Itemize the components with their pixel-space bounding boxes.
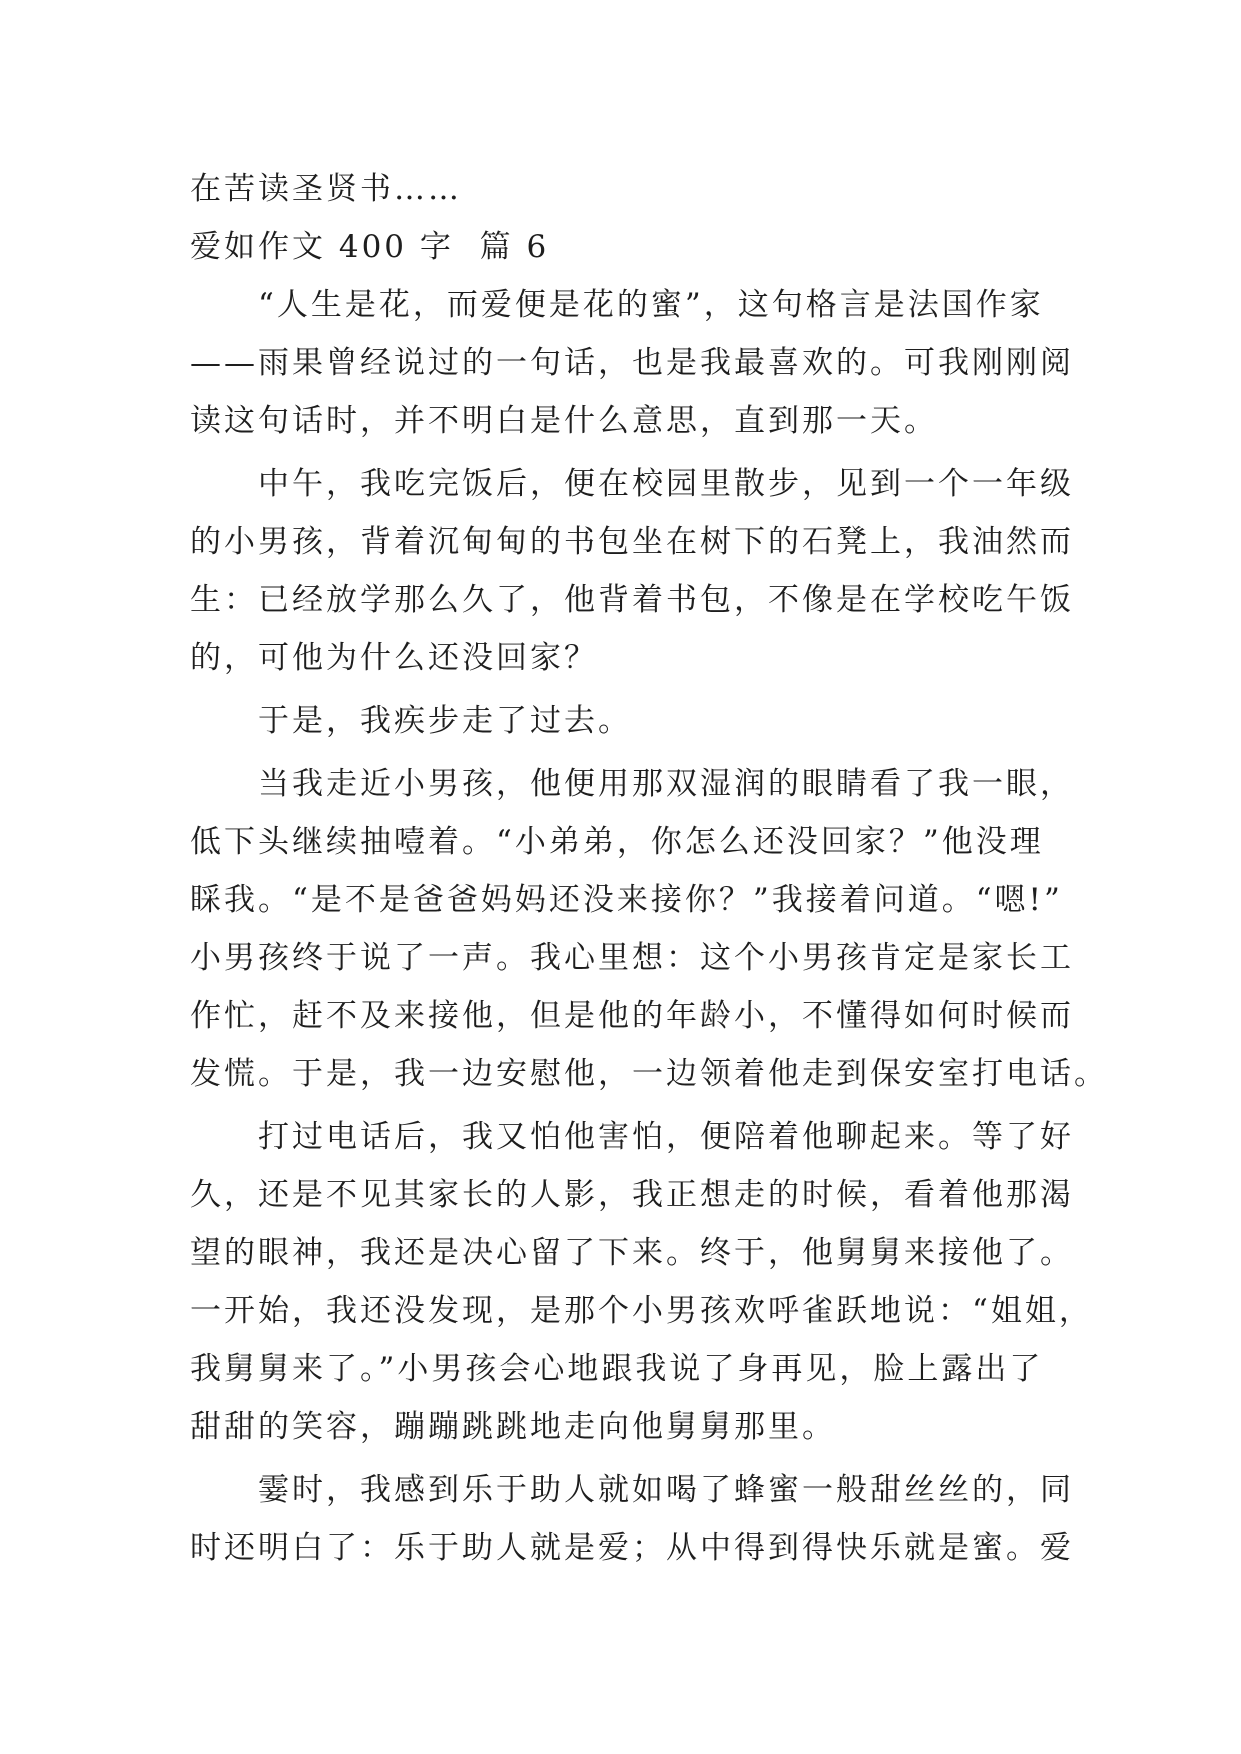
paragraph-line: 读这句话时，并不明白是什么意思，直到那一天。	[190, 403, 938, 439]
paragraph-line: 当我走近小男孩，他便用那双湿润的眼睛看了我一眼，	[258, 766, 1074, 802]
paragraph-line: 打过电话后，我又怕他害怕，便陪着他聊起来。等了好	[258, 1119, 1074, 1155]
paragraph-line: 久，还是不见其家长的人影，我正想走的时候，看着他那渴	[190, 1177, 1074, 1213]
paragraph-line: 的，可他为什么还没回家？	[190, 640, 598, 676]
paragraph-line: 时还明白了：乐于助人就是爱；从中得到得快乐就是蜜。爱	[190, 1530, 1074, 1566]
paragraph-line: 于是，我疾步走了过去。	[258, 703, 632, 739]
paragraph-line: 霎时，我感到乐于助人就如喝了蜂蜜一般甜丝丝的，同	[258, 1472, 1074, 1508]
section-heading: 爱如作文 400 字 篇 6	[190, 229, 550, 265]
paragraph-line: 低下头继续抽噎着。“小弟弟，你怎么还没回家？”他没理	[190, 824, 1044, 860]
paragraph-line: 一开始，我还没发现，是那个小男孩欢呼雀跃地说：“姐姐，	[190, 1293, 1093, 1329]
paragraph-line: 中午，我吃完饭后，便在校园里散步，见到一个一年级	[258, 466, 1074, 502]
paragraph-line: 小男孩终于说了一声。我心里想：这个小男孩肯定是家长工	[190, 940, 1074, 976]
paragraph-line: 生：已经放学那么久了，他背着书包，不像是在学校吃午饭	[190, 582, 1074, 618]
paragraph-line: 望的眼神，我还是决心留了下来。终于，他舅舅来接他了。	[190, 1235, 1074, 1271]
paragraph-line: “人生是花，而爱便是花的蜜”，这句格言是法国作家	[258, 287, 1044, 323]
paragraph-line: 作忙，赶不及来接他，但是他的年龄小，不懂得如何时候而	[190, 998, 1074, 1034]
document-body	[190, 160, 1108, 1577]
paragraph-line: 的小男孩，背着沉甸甸的书包坐在树下的石凳上，我油然而	[190, 524, 1074, 560]
text-line: 在苦读圣贤书……	[190, 171, 462, 207]
paragraph-line: 发慌。于是，我一边安慰他，一边领着他走到保安室打电话。	[190, 1056, 1108, 1092]
paragraph-line: ——雨果曾经说过的一句话，也是我最喜欢的。可我刚刚阅	[190, 345, 1074, 381]
paragraph-line: 甜甜的笑容，蹦蹦跳跳地走向他舅舅那里。	[190, 1409, 836, 1445]
paragraph-line: 我舅舅来了。”小男孩会心地跟我说了身再见，脸上露出了	[190, 1351, 1044, 1387]
paragraph-line: 睬我。“是不是爸爸妈妈还没来接你？”我接着问道。“嗯!”	[190, 882, 1063, 918]
